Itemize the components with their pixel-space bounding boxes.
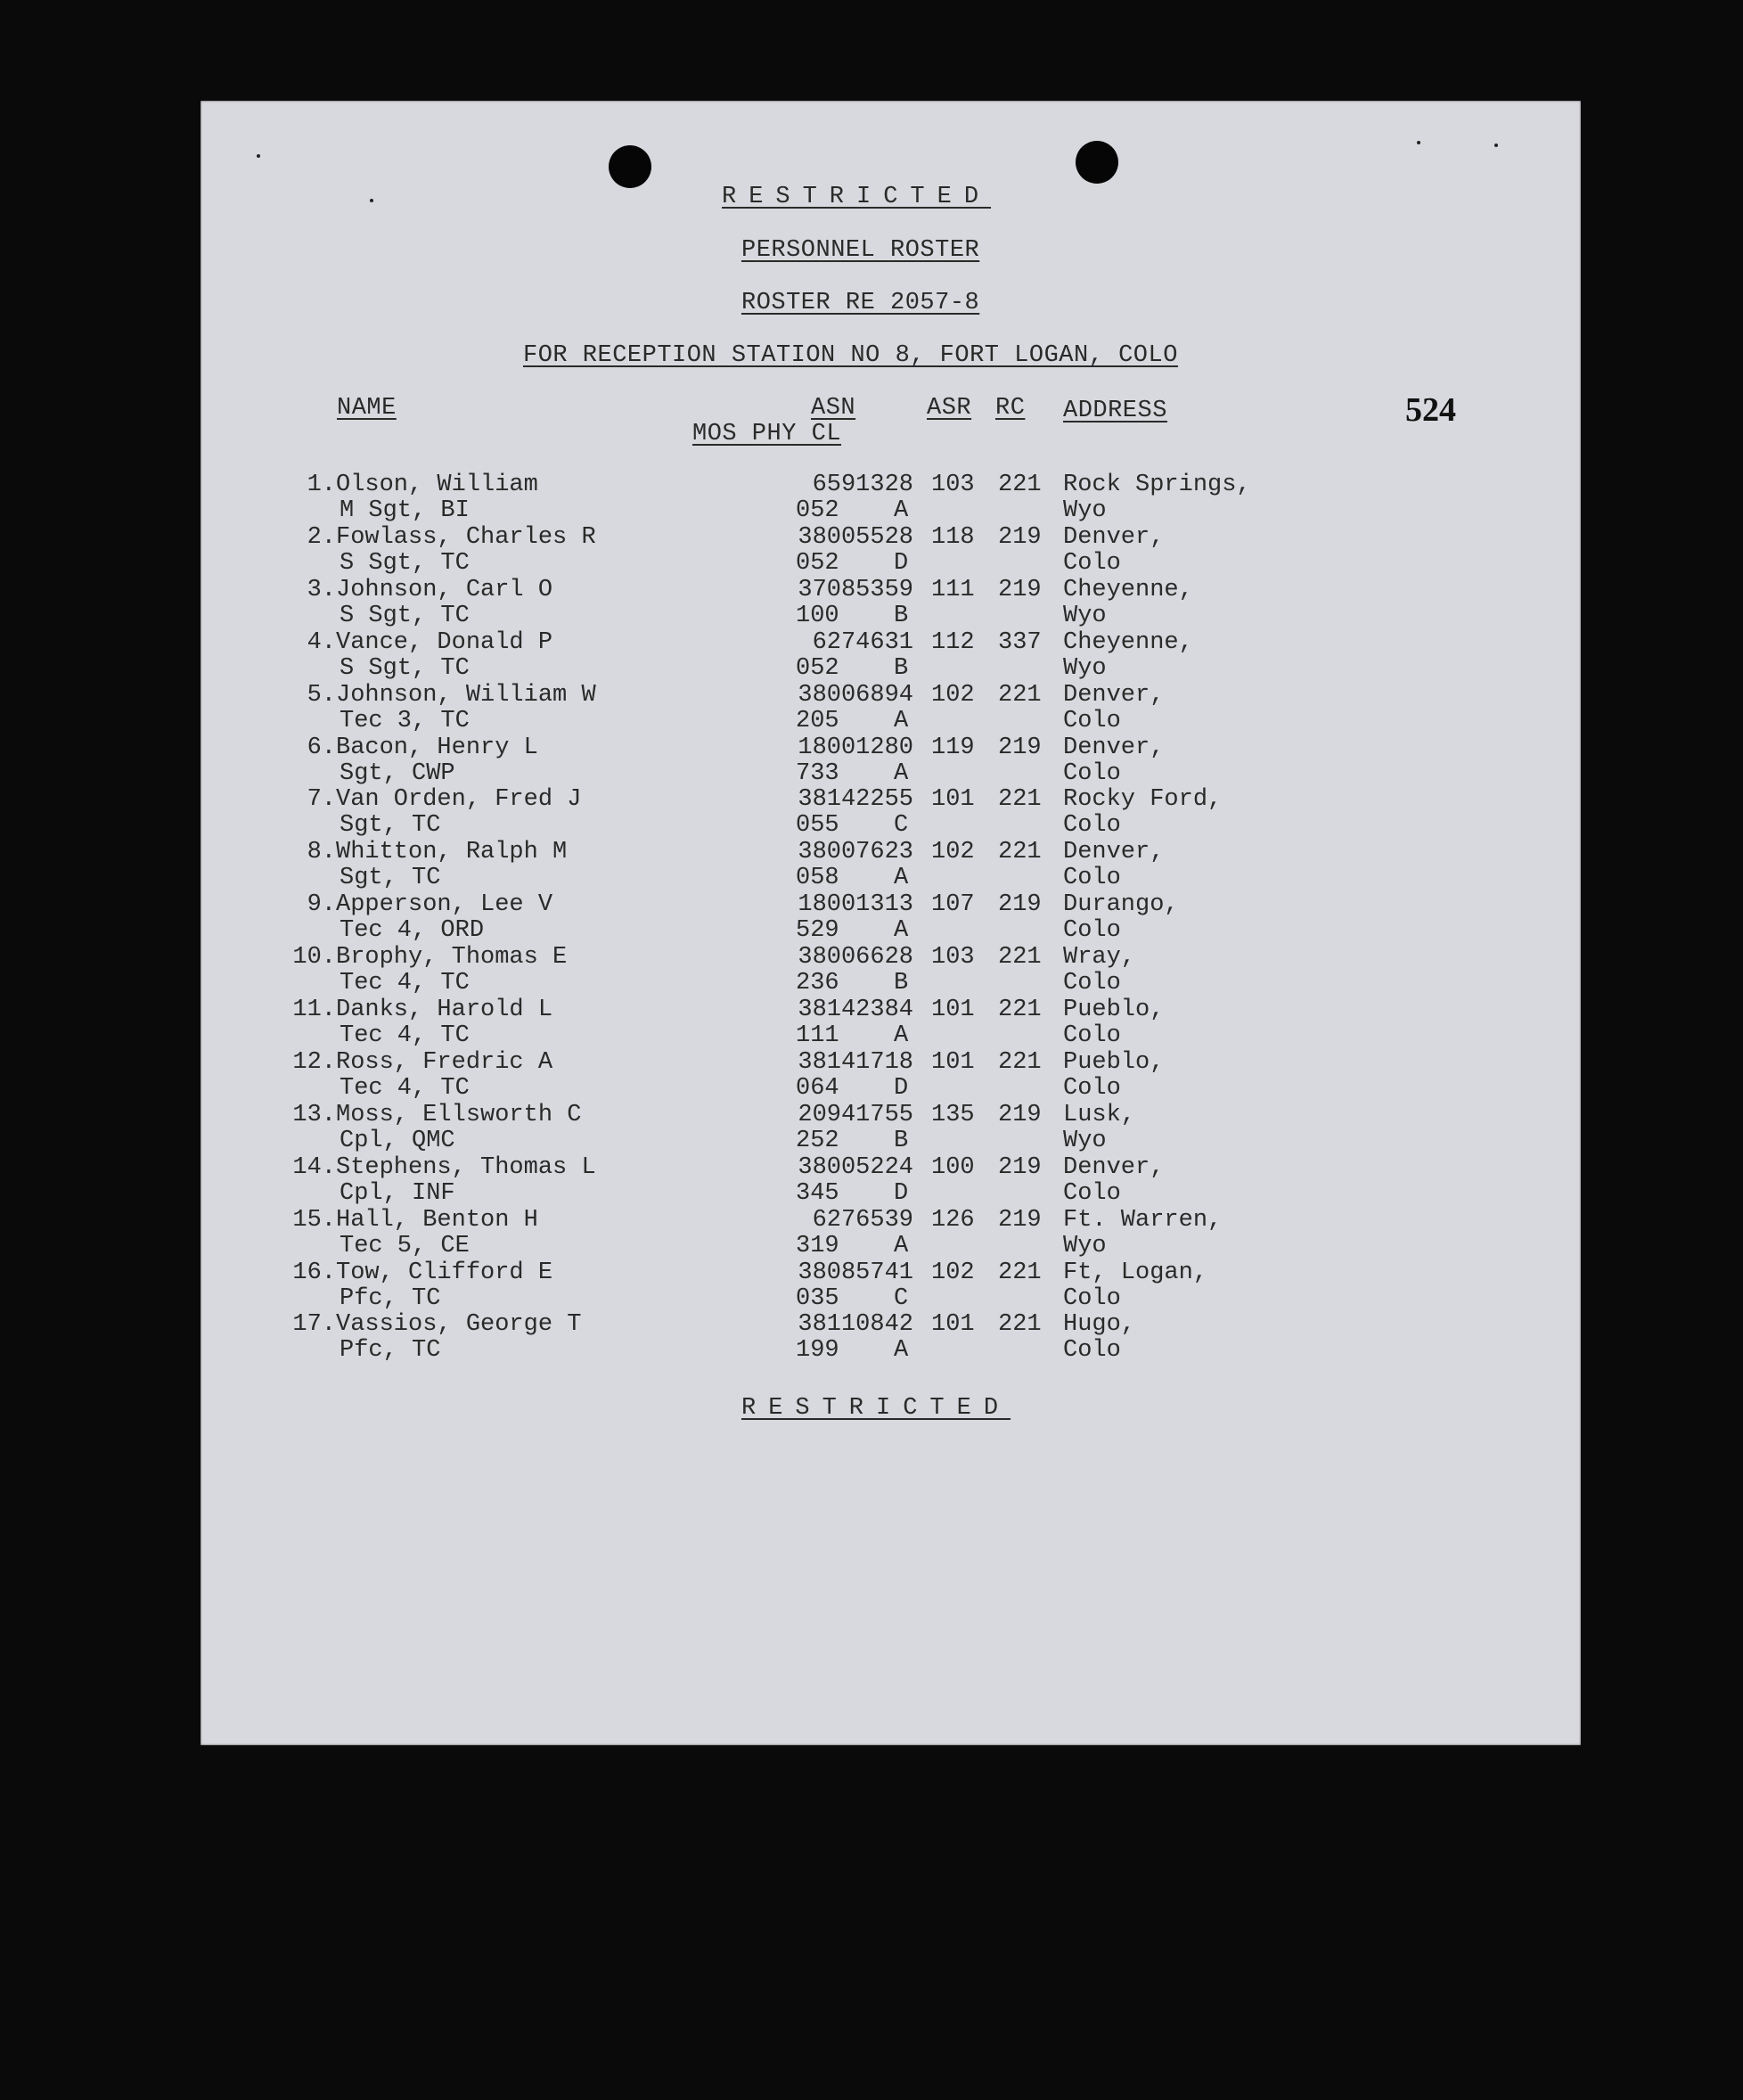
entry-mos: 199 (796, 1337, 839, 1364)
entry-phy: C (894, 1285, 909, 1312)
entry-rc: 219 (998, 577, 1042, 603)
entry-address-line2: Colo (1063, 1337, 1121, 1364)
entry-name: Apperson, Lee V (336, 891, 553, 918)
entry-asn: 38085741 (798, 1259, 913, 1286)
entry-mos: 236 (796, 970, 839, 997)
roster-number: ROSTER RE 2057-8 (741, 290, 980, 316)
entry-grade: Tec 4, TC (340, 1022, 470, 1049)
entry-address-line2: Colo (1063, 760, 1121, 787)
entry-mos: 052 (796, 550, 839, 577)
entry-asr: 119 (931, 734, 975, 761)
entry-rc: 219 (998, 524, 1042, 551)
entry-name: Johnson, William W (336, 682, 596, 709)
entry-name: Brophy, Thomas E (336, 944, 568, 971)
entry-asn: 38142384 (798, 997, 913, 1023)
entry-asr: 101 (931, 786, 975, 813)
entry-grade: Cpl, QMC (340, 1128, 455, 1154)
entry-number: 13. (292, 1102, 336, 1128)
entry-asr: 101 (931, 1311, 975, 1338)
column-header-asr: ASR (927, 395, 972, 422)
entry-rc: 219 (998, 891, 1042, 918)
entry-mos: 529 (796, 917, 839, 944)
page-number: 524 (1405, 391, 1456, 429)
entry-phy: A (894, 1022, 909, 1049)
entry-asr: 107 (931, 891, 975, 918)
entry-rc: 221 (998, 786, 1042, 813)
entry-address-line2: Colo (1063, 970, 1121, 997)
entry-address-line2: Colo (1063, 708, 1121, 734)
entry-phy: B (894, 970, 909, 997)
entry-mos: 345 (796, 1180, 839, 1207)
entry-phy: A (894, 708, 909, 734)
entry-address-line2: Colo (1063, 812, 1121, 839)
entry-asr: 126 (931, 1207, 975, 1234)
entry-number: 14. (292, 1154, 336, 1181)
entry-grade: Tec 3, TC (340, 708, 470, 734)
column-header-name: NAME (337, 395, 397, 422)
entry-rc: 221 (998, 682, 1042, 709)
entry-name: Vance, Donald P (336, 629, 553, 656)
entry-phy: D (894, 1180, 909, 1207)
entry-asn: 18001280 (798, 734, 913, 761)
entry-address-line2: Wyo (1063, 497, 1107, 524)
entry-number: 15. (292, 1207, 336, 1234)
entry-number: 8. (307, 839, 336, 865)
entry-asr: 102 (931, 839, 975, 865)
entry-number: 10. (292, 944, 336, 971)
entry-address-line2: Colo (1063, 1075, 1121, 1102)
entry-grade: S Sgt, TC (340, 655, 470, 682)
column-header-address: ADDRESS (1063, 398, 1167, 424)
entry-address-line1: Ft. Warren, (1063, 1207, 1223, 1234)
entry-mos: 205 (796, 708, 839, 734)
entry-mos: 052 (796, 655, 839, 682)
entry-rc: 219 (998, 1154, 1042, 1181)
entry-address-line2: Colo (1063, 1022, 1121, 1049)
entry-asr: 118 (931, 524, 975, 551)
entry-number: 9. (307, 891, 336, 918)
entry-asn: 6274631 (812, 629, 913, 656)
entry-rc: 221 (998, 944, 1042, 971)
entry-name: Ross, Fredric A (336, 1049, 553, 1076)
entry-asr: 101 (931, 1049, 975, 1076)
entry-name: Tow, Clifford E (336, 1259, 553, 1286)
entry-number: 6. (307, 734, 336, 761)
entry-asn: 38005224 (798, 1154, 913, 1181)
entry-number: 7. (307, 786, 336, 813)
entry-address-line1: Cheyenne, (1063, 577, 1193, 603)
entry-asn: 38142255 (798, 786, 913, 813)
entry-grade: Tec 5, CE (340, 1233, 470, 1259)
entry-phy: A (894, 1337, 909, 1364)
entry-phy: B (894, 603, 909, 629)
entry-number: 5. (307, 682, 336, 709)
entry-address-line1: Denver, (1063, 524, 1165, 551)
entry-address-line1: Denver, (1063, 1154, 1165, 1181)
entry-address-line1: Ft, Logan, (1063, 1259, 1208, 1286)
entry-mos: 100 (796, 603, 839, 629)
entry-address-line2: Colo (1063, 917, 1121, 944)
entry-address-line2: Colo (1063, 1180, 1121, 1207)
entry-asr: 102 (931, 682, 975, 709)
entry-address-line1: Wray, (1063, 944, 1136, 971)
entry-asn: 6591328 (812, 472, 913, 498)
entry-number: 17. (292, 1311, 336, 1338)
restricted-footer: RESTRICTED (741, 1395, 1011, 1422)
entry-mos: 252 (796, 1128, 839, 1154)
entry-name: Bacon, Henry L (336, 734, 538, 761)
entry-asn: 38006894 (798, 682, 913, 709)
entry-rc: 221 (998, 1259, 1042, 1286)
entry-name: Hall, Benton H (336, 1207, 538, 1234)
entry-name: Danks, Harold L (336, 997, 553, 1023)
entry-phy: A (894, 760, 909, 787)
speck (257, 154, 260, 158)
entry-address-line1: Denver, (1063, 734, 1165, 761)
speck (370, 199, 373, 202)
entry-asr: 101 (931, 997, 975, 1023)
entry-address-line2: Wyo (1063, 1128, 1107, 1154)
entry-asn: 38110842 (798, 1311, 913, 1338)
entry-phy: C (894, 812, 909, 839)
entry-name: Van Orden, Fred J (336, 786, 582, 813)
column-header-mos-phy-cl: MOS PHY CL (692, 421, 842, 447)
entry-mos: 733 (796, 760, 839, 787)
entry-asn: 6276539 (812, 1207, 913, 1234)
entry-number: 4. (307, 629, 336, 656)
entry-phy: A (894, 497, 909, 524)
punch-hole-left (609, 145, 651, 188)
entry-address-line2: Wyo (1063, 603, 1107, 629)
speck (1417, 141, 1420, 144)
entry-name: Moss, Ellsworth C (336, 1102, 582, 1128)
entry-asn: 38005528 (798, 524, 913, 551)
entry-address-line2: Colo (1063, 1285, 1121, 1312)
entry-address-line1: Pueblo, (1063, 1049, 1165, 1076)
entry-rc: 219 (998, 1207, 1042, 1234)
entry-grade: Cpl, INF (340, 1180, 455, 1207)
entry-grade: Sgt, TC (340, 865, 441, 891)
entry-number: 2. (307, 524, 336, 551)
entry-phy: A (894, 865, 909, 891)
entry-grade: Tec 4, ORD (340, 917, 485, 944)
punch-hole-right (1076, 141, 1118, 184)
entry-grade: Sgt, CWP (340, 760, 455, 787)
entry-address-line1: Denver, (1063, 839, 1165, 865)
entry-name: Olson, William (336, 472, 538, 498)
entry-address-line1: Hugo, (1063, 1311, 1136, 1338)
entry-address-line1: Lusk, (1063, 1102, 1136, 1128)
entry-rc: 221 (998, 1049, 1042, 1076)
entry-number: 12. (292, 1049, 336, 1076)
entry-phy: B (894, 1128, 909, 1154)
entry-rc: 221 (998, 997, 1042, 1023)
entry-address-line2: Wyo (1063, 1233, 1107, 1259)
entry-grade: S Sgt, TC (340, 550, 470, 577)
entry-rc: 219 (998, 734, 1042, 761)
entry-grade: Tec 4, TC (340, 1075, 470, 1102)
entry-rc: 219 (998, 1102, 1042, 1128)
document-subtitle: FOR RECEPTION STATION NO 8, FORT LOGAN, COLO (523, 342, 1178, 369)
entry-phy: D (894, 1075, 909, 1102)
entry-name: Stephens, Thomas L (336, 1154, 596, 1181)
entry-address-line1: Rock Springs, (1063, 472, 1251, 498)
entry-grade: Pfc, TC (340, 1337, 441, 1364)
entry-rc: 221 (998, 839, 1042, 865)
entry-name: Vassios, George T (336, 1311, 582, 1338)
entry-mos: 052 (796, 497, 839, 524)
document-title: PERSONNEL ROSTER (741, 237, 980, 264)
entry-number: 11. (292, 997, 336, 1023)
entry-phy: A (894, 1233, 909, 1259)
entry-phy: B (894, 655, 909, 682)
entry-address-line1: Denver, (1063, 682, 1165, 709)
entry-mos: 319 (796, 1233, 839, 1259)
entry-asr: 103 (931, 472, 975, 498)
entry-phy: D (894, 550, 909, 577)
entry-address-line2: Colo (1063, 550, 1121, 577)
entry-asn: 38141718 (798, 1049, 913, 1076)
entry-asn: 38006628 (798, 944, 913, 971)
entry-address-line1: Cheyenne, (1063, 629, 1193, 656)
entry-grade: Tec 4, TC (340, 970, 470, 997)
entry-mos: 058 (796, 865, 839, 891)
entry-phy: A (894, 917, 909, 944)
entry-address-line1: Rocky Ford, (1063, 786, 1223, 813)
column-header-rc: RC (995, 395, 1026, 422)
entry-asr: 100 (931, 1154, 975, 1181)
entry-rc: 221 (998, 472, 1042, 498)
entry-asn: 37085359 (798, 577, 913, 603)
entry-address-line1: Pueblo, (1063, 997, 1165, 1023)
entry-grade: S Sgt, TC (340, 603, 470, 629)
entry-grade: Sgt, TC (340, 812, 441, 839)
entry-name: Johnson, Carl O (336, 577, 553, 603)
entry-asr: 111 (931, 577, 975, 603)
entry-address-line1: Durango, (1063, 891, 1179, 918)
entry-mos: 064 (796, 1075, 839, 1102)
column-header-asn: ASN (811, 395, 856, 422)
entry-asn: 20941755 (798, 1102, 913, 1128)
entry-mos: 055 (796, 812, 839, 839)
restricted-header: RESTRICTED (722, 184, 992, 210)
entry-asr: 102 (931, 1259, 975, 1286)
entry-rc: 221 (998, 1311, 1042, 1338)
entry-number: 3. (307, 577, 336, 603)
entry-asr: 103 (931, 944, 975, 971)
entry-grade: M Sgt, BI (340, 497, 470, 524)
entry-name: Whitton, Ralph M (336, 839, 568, 865)
entry-name: Fowlass, Charles R (336, 524, 596, 551)
entry-address-line2: Colo (1063, 865, 1121, 891)
entry-number: 16. (292, 1259, 336, 1286)
entry-asn: 18001313 (798, 891, 913, 918)
entry-mos: 111 (796, 1022, 839, 1049)
entry-asn: 38007623 (798, 839, 913, 865)
entry-address-line2: Wyo (1063, 655, 1107, 682)
entry-mos: 035 (796, 1285, 839, 1312)
entry-rc: 337 (998, 629, 1042, 656)
entry-grade: Pfc, TC (340, 1285, 441, 1312)
entry-asr: 112 (931, 629, 975, 656)
speck (1494, 144, 1498, 147)
entry-number: 1. (307, 472, 336, 498)
entry-asr: 135 (931, 1102, 975, 1128)
